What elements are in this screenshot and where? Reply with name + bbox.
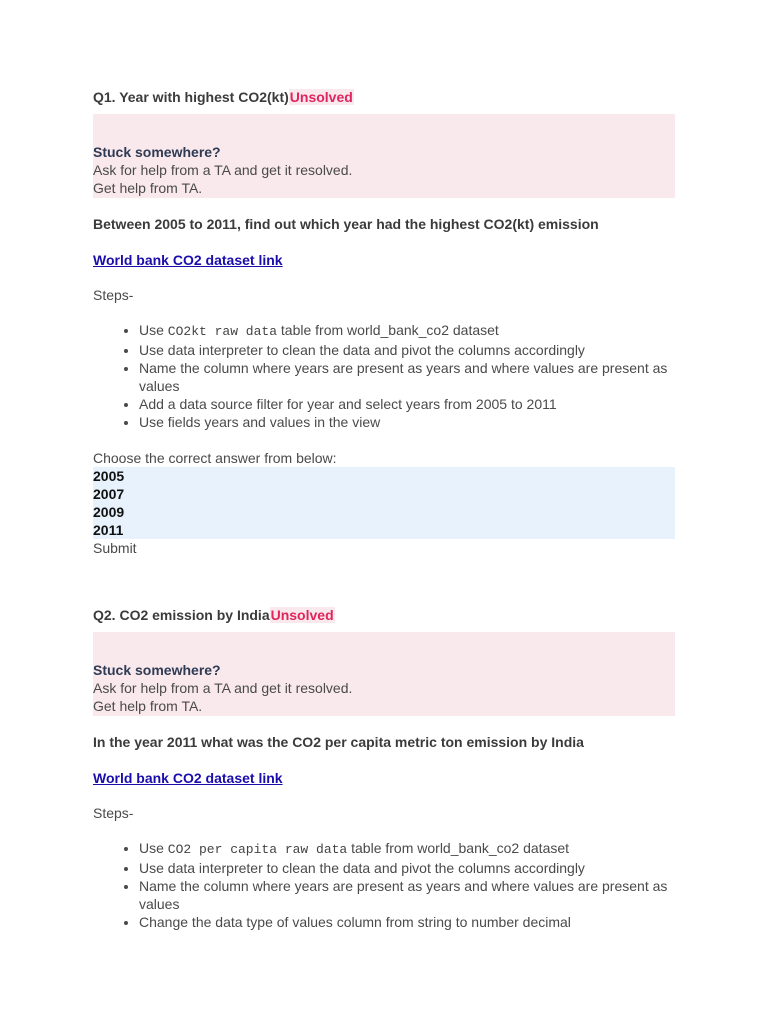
answer-options: [93, 467, 675, 539]
question-1-help-box: [93, 114, 675, 198]
question-2-steps-list: [93, 839, 675, 931]
step-item: • Add a data source filter for year and select years from 2005 to 2011: [139, 395, 675, 413]
step-code: CO2kt raw data: [167, 324, 278, 339]
step-text: table from world_bank_co2 dataset: [347, 840, 570, 856]
question-2-prompt: In the year 2011 what was the CO2 per capita metric ton emission by India: [93, 734, 584, 750]
question-2-steps-label: Steps-: [93, 805, 134, 821]
question-1-help-heading: Stuck somewhere?: [93, 144, 221, 160]
question-1-prompt: Between 2005 to 2011, find out which year had the highest CO2(kt) emission: [93, 216, 599, 232]
step-item: • Name the column where years are present as years and where values are present as values: [139, 359, 675, 395]
step-item: • Use data interpreter to clean the data and pivot the columns accordingly: [139, 341, 675, 359]
step-item: [139, 321, 675, 341]
answer-option-2007[interactable]: 2007: [93, 486, 125, 502]
step-item: [139, 839, 675, 859]
step-text: Use: [139, 840, 168, 856]
question-1-status-badge: Unsolved: [289, 89, 353, 105]
question-1-title-text: Q1. Year with highest CO2(kt): [93, 89, 289, 105]
step-item: • Use data interpreter to clean the data and pivot the columns accordingly: [139, 859, 675, 877]
question-1-title: [93, 88, 675, 106]
question-2-help-box: [93, 632, 675, 716]
question-1-steps-list: [93, 321, 675, 431]
answer-option-2011[interactable]: 2011: [93, 522, 124, 538]
question-2-dataset-link[interactable]: World bank CO2 dataset link: [93, 770, 283, 786]
step-code: CO2 per capita raw data: [167, 842, 348, 857]
question-1-steps-label: Steps-: [93, 287, 134, 303]
question-2-title: [93, 606, 675, 624]
answer-option-2005[interactable]: 2005: [93, 468, 125, 484]
step-item: • Name the column where years are present as years and where values are present as values: [139, 877, 675, 913]
question-1-get-help-link[interactable]: Get help from TA.: [93, 180, 203, 196]
question-1-help-text: Ask for help from a TA and get it resolved.: [93, 162, 353, 178]
step-text: table from world_bank_co2 dataset: [277, 322, 499, 338]
question-2-title-text: Q2. CO2 emission by India: [93, 607, 270, 623]
question-2-help-text: Ask for help from a TA and get it resolved.: [93, 680, 353, 696]
step-item: • Use fields years and values in the view: [139, 413, 675, 431]
question-2-help-heading: Stuck somewhere?: [93, 662, 221, 678]
question-1-dataset-link[interactable]: World bank CO2 dataset link: [93, 252, 283, 268]
question-2-status-badge: Unsolved: [270, 607, 334, 623]
question-2-get-help-link[interactable]: Get help from TA.: [93, 698, 203, 714]
submit-button[interactable]: Submit: [93, 540, 137, 556]
answer-option-2009[interactable]: 2009: [93, 504, 125, 520]
choose-answer-label: Choose the correct answer from below:: [93, 450, 337, 466]
question-2-section: [93, 606, 675, 931]
question-1-section: [93, 88, 675, 557]
step-text: Use: [139, 322, 168, 338]
step-item: • Change the data type of values column from string to number decimal: [139, 913, 675, 931]
